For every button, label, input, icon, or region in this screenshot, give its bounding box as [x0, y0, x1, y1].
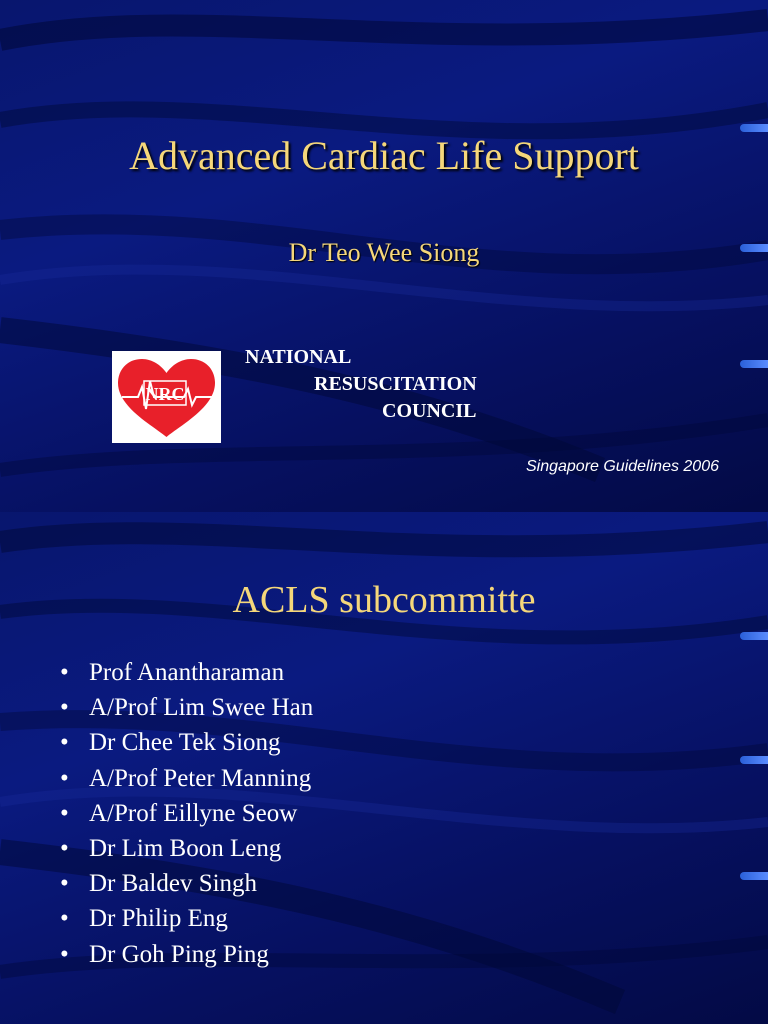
list-item [60, 690, 313, 725]
member-name: A/Prof Lim Swee Han [89, 694, 314, 722]
committee-title: ACLS subcommitte [232, 579, 536, 621]
member-name: Dr Chee Tek Siong [89, 729, 281, 757]
list-item [60, 937, 313, 972]
member-name: Dr Lim Boon Leng [89, 834, 282, 862]
list-item [60, 831, 313, 866]
bullet: • [60, 659, 69, 686]
list-item [60, 901, 313, 936]
bullet: • [60, 729, 69, 757]
bullet: • [60, 940, 69, 968]
bullet: • [60, 799, 69, 827]
edge-accent [740, 360, 768, 368]
list-item [60, 761, 313, 796]
edge-accent [740, 632, 768, 640]
member-name: A/Prof Eillyne Seow [89, 799, 298, 827]
heart-icon [112, 351, 221, 443]
author-name: Dr Teo Wee Siong [288, 238, 480, 267]
org-name-line3: COUNCIL [382, 400, 477, 422]
committee-slide [0, 512, 768, 1024]
bullet: • [60, 905, 69, 933]
edge-accent [740, 756, 768, 764]
list-item [60, 655, 313, 690]
nrc-logo [112, 351, 221, 443]
org-name-line2: RESUSCITATION [314, 373, 477, 395]
bullet: • [60, 870, 69, 898]
bullet: • [60, 834, 69, 862]
edge-accent [740, 872, 768, 880]
guidelines-tagline: Singapore Guidelines 2006 [525, 458, 719, 475]
list-item [60, 866, 313, 901]
org-name-line1: NATIONAL [245, 346, 352, 368]
member-list [60, 655, 313, 972]
bullet: • [60, 764, 69, 792]
list-item [60, 725, 313, 760]
member-name: Dr Philip Eng [89, 905, 228, 933]
edge-accent [740, 124, 768, 132]
member-name: A/Prof Peter Manning [89, 764, 312, 792]
member-name: Dr Baldev Singh [89, 870, 258, 898]
slide-title: Advanced Cardiac Life Support [129, 133, 639, 178]
member-name: Prof Anantharaman [89, 659, 285, 686]
bullet: • [60, 694, 69, 722]
member-name: Dr Goh Ping Ping [89, 940, 269, 968]
logo-text: NRC [145, 384, 185, 404]
list-item [60, 796, 313, 831]
